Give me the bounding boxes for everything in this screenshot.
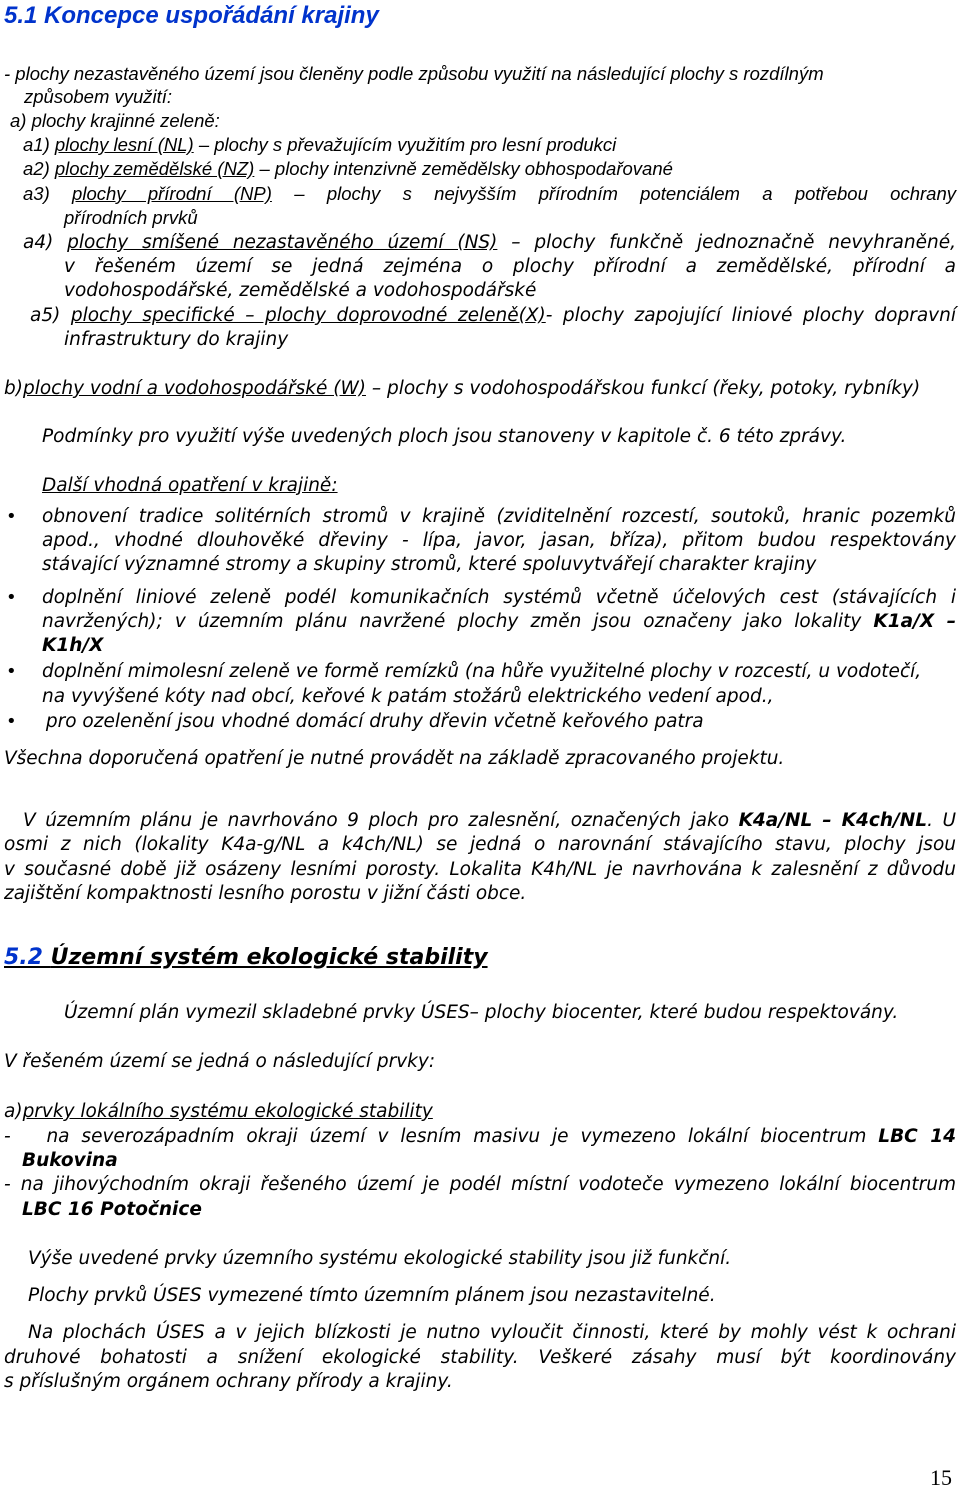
bullet-3-line-1: doplnění mimolesní zeleně ve formě remízků (na hůře využitelné plochy v rozcestí, u vodotečí, [42,661,922,682]
bullet-1-line-1: obnovení tradice solitérních stromů v krajině (zviditelnění rozcestí, soutoků, hranic pozemků [42,506,956,527]
b-desc: – plochy s vodohospodářskou funkcí (řeky, potoky, rybníky) [365,378,921,399]
bullet-3-line-2: na vyvýšené kóty nad obcí, keřové k patám stožárů elektrického vedení apod., [42,686,774,707]
bullet-icon: • [6,587,17,608]
intro-line-2: způsobem využití: [24,86,173,107]
local-system-label: a) [4,1101,23,1122]
bullet-1-line-3: stávající významné stromy a skupiny stromů, které spoluvytvářejí charakter krajiny [42,554,817,575]
afforestation-code: K4a/NL – K4ch/NL [738,810,928,831]
biocentre-1-name: Bukovina [22,1150,118,1171]
list-item-b [4,378,920,400]
a3-term: plochy přírodní (NP) [72,183,272,204]
protection-line-3: s příslušným orgánem ochrany přírody a krajiny. [4,1371,453,1392]
afforestation-line-2: osmi z nich (lokality K4a-g/NL a k4ch/NL) se jedná o narovnání stávajícího stavu, plochy jsou [4,834,956,855]
a5-line-2: infrastruktury do krajiny [64,329,289,350]
biocentre-2-line-1: - na jihovýchodním okraji řešeného území je podél místní vodoteče vymezeno lokální biocentrum [4,1174,956,1195]
projects-note: Všechna doporučená opatření je nutné provádět na základě zpracovaného projektu. [4,748,785,769]
bullet-4-line-1: pro ozelenění jsou vhodné domácí druhy dřevin včetně keřového patra [40,711,704,732]
a5-desc: - plochy zapojující liniové plochy dopravní [545,305,956,326]
section-title: Územní systém ekologické stability [50,945,488,970]
a4-line-3: vodohospodářské, zemědělské a vodohospodářské [64,280,537,301]
a3-desc: – plochy s nejvyšším přírodním potenciálem a potřebou ochrany [271,183,956,204]
non-buildable-note: Plochy prvků ÚSES vymezené tímto územním plánem jsou nezastavitelné. [28,1285,716,1306]
protection-line-1: Na plochách ÚSES a v jejich blízkosti je nutno vyloučit činnosti, které by mohly vést k ochrani [28,1322,956,1343]
bullet-2-code: K1a/X – [873,611,957,632]
afforestation-tail: . U [927,810,956,831]
afforestation-text: V územním plánu je navrhováno 9 ploch pro zalesnění, označených jako [4,810,739,831]
elements-intro: V řešeném území se jedná o následující prvky: [4,1051,436,1072]
bullet-icon: • [6,711,17,732]
section-heading-5-1: 5.1 Koncepce uspořádání krajiny [4,2,379,29]
a5-term: plochy specifické – plochy doprovodné zeleně(X) [70,305,546,326]
bullet-2-line-1: doplnění liniové zeleně podél komunikačních systémů včetně účelových cest (stávajících i [42,587,956,608]
a2-term: plochy zemědělské (NZ) [54,158,255,179]
biocentre-1-text: - na severozápadním okraji území v lesním masivu je vymezeno lokální biocentrum [4,1126,879,1147]
biocentre-1-code: LBC 14 [878,1126,956,1147]
a2-label: a2) [23,158,55,179]
section-number: 5.2 [4,945,51,970]
bullet-icon: • [6,506,17,527]
a1-label: a1) [23,134,55,155]
a4-line-2: v řešeném území se jedná zejména o plochy přírodní a zemědělské, přírodní a [64,256,956,277]
b-term: plochy vodní a vodohospodářské (W) [22,378,366,399]
biocentre-1-line-1 [4,1126,956,1148]
a1-term: plochy lesní (NL) [54,134,194,155]
list-item-a1 [23,134,616,156]
bullet-icon: • [6,661,17,682]
list-item-a4 [23,232,956,254]
functional-note: Výše uvedené prvky územního systému ekologické stability jsou již funkční. [28,1248,732,1269]
a3-line-2: přírodních prvků [64,207,198,228]
b-label: b) [4,378,23,399]
section-heading-5-2 [4,944,488,972]
bullet-2-line-2 [42,611,956,633]
a2-desc: – plochy intenzivně zemědělsky obhospodařované [254,158,673,179]
list-item-a5 [30,305,956,327]
list-item-a2 [23,158,673,180]
a4-desc: – plochy funkčně jednoznačně nevyhraněné, [497,232,956,253]
local-system-term: prvky lokálního systému ekologické stability [22,1101,433,1122]
a4-term: plochy smíšené nezastavěného území (NS) [67,232,498,253]
afforestation-line-1 [4,810,956,832]
bullet-1-line-2: apod., vhodné dlouhověké dřeviny - lípa, javor, jasan, bříza), přitom budou respektovány [42,530,956,551]
afforestation-line-4: zajištění kompaktnosti lesního porostu v jižní části obce. [4,883,527,904]
bullet-2-text: navržených); v územním plánu navržené plochy změn jsou označeny jako lokality [42,611,874,632]
intro-line-1: - plochy nezastavěného území jsou členěny podle způsobu využití na následující plochy s rozdílným [4,63,824,84]
conditions-note: Podmínky pro využití výše uvedených ploch jsou stanoveny v kapitole č. 6 této zprávy. [42,426,847,447]
list-a-heading: a) plochy krajinné zeleně: [10,110,220,131]
uses-intro: Územní plán vymezil skladebné prvky ÚSES– plochy biocenter, které budou respektovány. [64,1002,899,1023]
afforestation-line-3: v současné době již osázeny lesními porosty. Lokalita K4h/NL je navrhována k zalesnění z důvodu [4,859,956,880]
a3-label: a3) [23,183,73,204]
a1-desc: – plochy s převažujícím využitím pro lesní produkci [193,134,617,155]
a5-label: a5) [30,305,71,326]
further-measures-heading: Další vhodná opatření v krajině: [42,475,338,496]
a4-label: a4) [23,232,68,253]
protection-line-2: druhové bohatosti a snížení ekologické stability. Veškeré zásahy musí být koordinovány [4,1347,956,1368]
local-system-heading [4,1101,433,1123]
list-item-a3 [23,183,956,205]
page-number: 15 [930,1465,952,1490]
biocentre-2-name: LBC 16 Potočnice [22,1199,202,1220]
bullet-2-line-3: K1h/X [42,635,104,656]
